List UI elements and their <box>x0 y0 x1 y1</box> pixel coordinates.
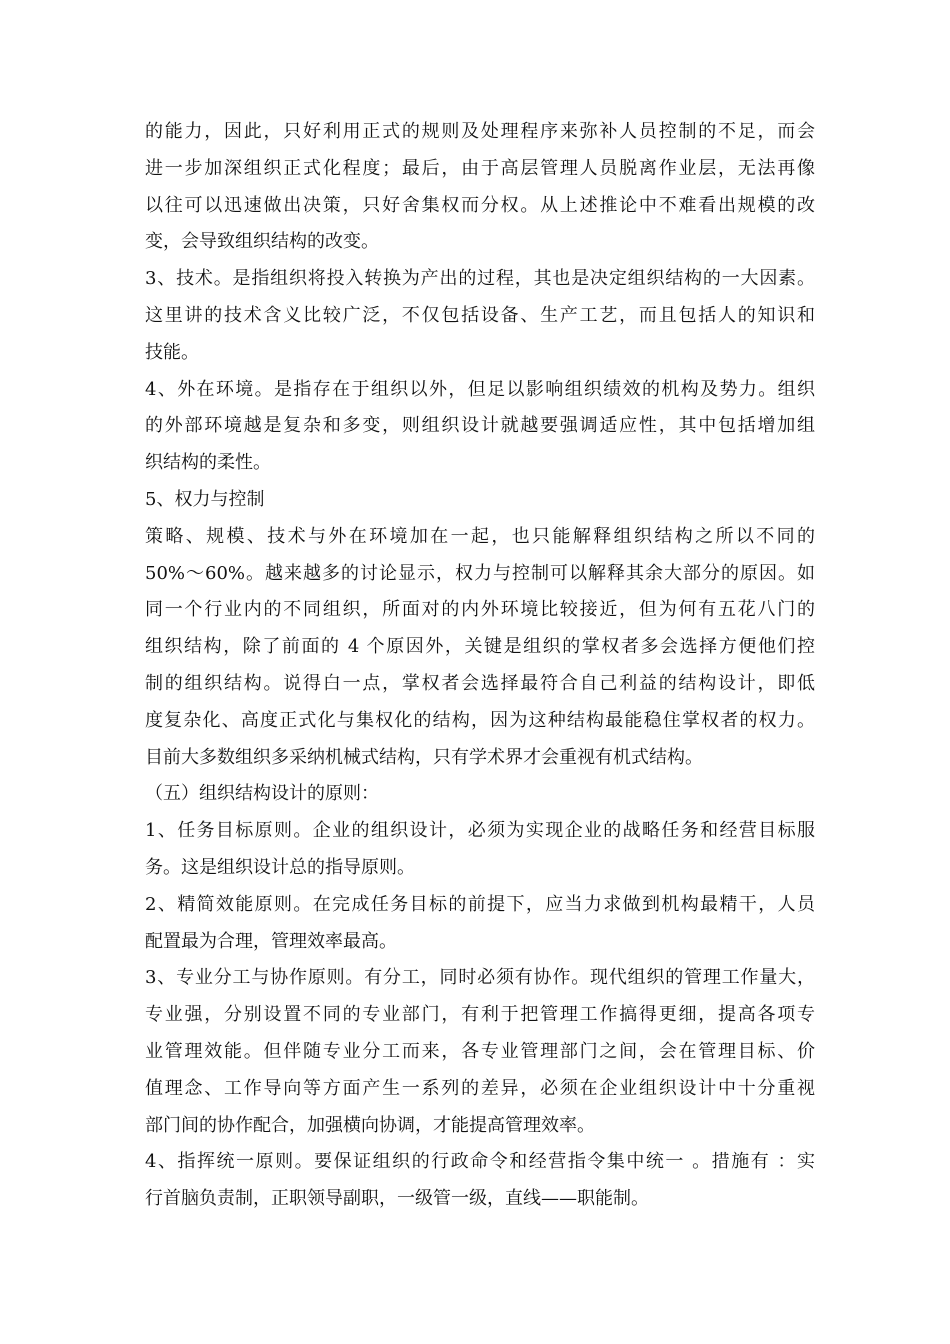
text-line: 2、精简效能原则。在完成任务目标的前提下，应当力求做到机构最精干，人员 <box>145 893 815 915</box>
text-line: 的外部环境越是复杂和多变，则组织设计就越要强调适应性，其中包括增加组 <box>145 415 815 437</box>
text-line: 制的组织结构。说得白一点，掌权者会选择最符合自己利益的结构设计，即低 <box>145 672 815 694</box>
text-line: 度复杂化、高度正式化与集权化的结构，因为这种结构最能稳住掌权者的权力。 <box>145 709 815 731</box>
document-body <box>145 114 815 1218</box>
text-line: 5、权力与控制 <box>145 488 265 510</box>
text-line: 以往可以迅速做出决策，只好舍集权而分权。从上述推论中不难看出规模的改 <box>145 194 815 216</box>
text-line: 这里讲的技术含义比较广泛，不仅包括设备、生产工艺，而且包括人的知识和 <box>145 304 815 326</box>
text-line: 业管理效能。但伴随专业分工而来，各专业管理部门之间，会在管理目标、价 <box>145 1040 815 1062</box>
text-line: 务。这是组织设计总的指导原则。 <box>145 856 415 878</box>
text-line: 技能。 <box>145 341 199 363</box>
text-line: 值理念、工作导向等方面产生一系列的差异，必须在企业组织设计中十分重视 <box>145 1077 815 1099</box>
text-line: 策略、规模、技术与外在环境加在一起，也只能解释组织结构之所以不同的 <box>145 525 815 547</box>
text-line: 同一个行业内的不同组织，所面对的内外环境比较接近，但为何有五花八门的 <box>145 599 815 621</box>
text-line: 变，会导致组织结构的改变。 <box>145 231 379 253</box>
text-line: 组织结构，除了前面的 4 个原因外，关键是组织的掌权者多会选择方便他们控 <box>145 636 815 658</box>
text-line: 行首脑负责制，正职领导副职，一级管一级，直线——职能制。 <box>145 1188 649 1210</box>
text-line: 3、技术。是指组织将投入转换为产出的过程，其也是决定组织结构的一大因素。 <box>145 268 815 290</box>
text-line: 50%～60%。越来越多的讨论显示，权力与控制可以解释其余大部分的原因。如 <box>145 562 815 584</box>
text-line: 部门间的协作配合，加强横向协调，才能提高管理效率。 <box>145 1114 595 1136</box>
text-line: 1、任务目标原则。企业的组织设计，必须为实现企业的战略任务和经营目标服 <box>145 820 815 842</box>
text-line: 3、专业分工与协作原则。有分工，同时必须有协作。现代组织的管理工作量大， <box>145 967 815 989</box>
text-line: 专业强，分别设置不同的专业部门，有利于把管理工作搞得更细，提高各项专 <box>145 1004 815 1026</box>
text-line: 配置最为合理，管理效率最高。 <box>145 930 397 952</box>
text-line: 的能力，因此，只好利用正式的规则及处理程序来弥补人员控制的不足，而会 <box>145 121 815 142</box>
text-line: 4、外在环境。是指存在于组织以外，但足以影响组织绩效的机构及势力。组织 <box>145 378 815 400</box>
text-line: 进一步加深组织正式化程度；最后，由于高层管理人员脱离作业层，无法再像 <box>145 157 815 179</box>
text-line: 目前大多数组织多采纳机械式结构，只有学术界才会重视有机式结构。 <box>145 746 703 768</box>
text-line: 4、指挥统一原则。要保证组织的行政命令和经营指令集中统一 。措施有 ：实 <box>145 1151 815 1173</box>
text-line: 织结构的柔性。 <box>145 452 271 474</box>
text-line: （五）组织结构设计的原则： <box>145 783 379 805</box>
